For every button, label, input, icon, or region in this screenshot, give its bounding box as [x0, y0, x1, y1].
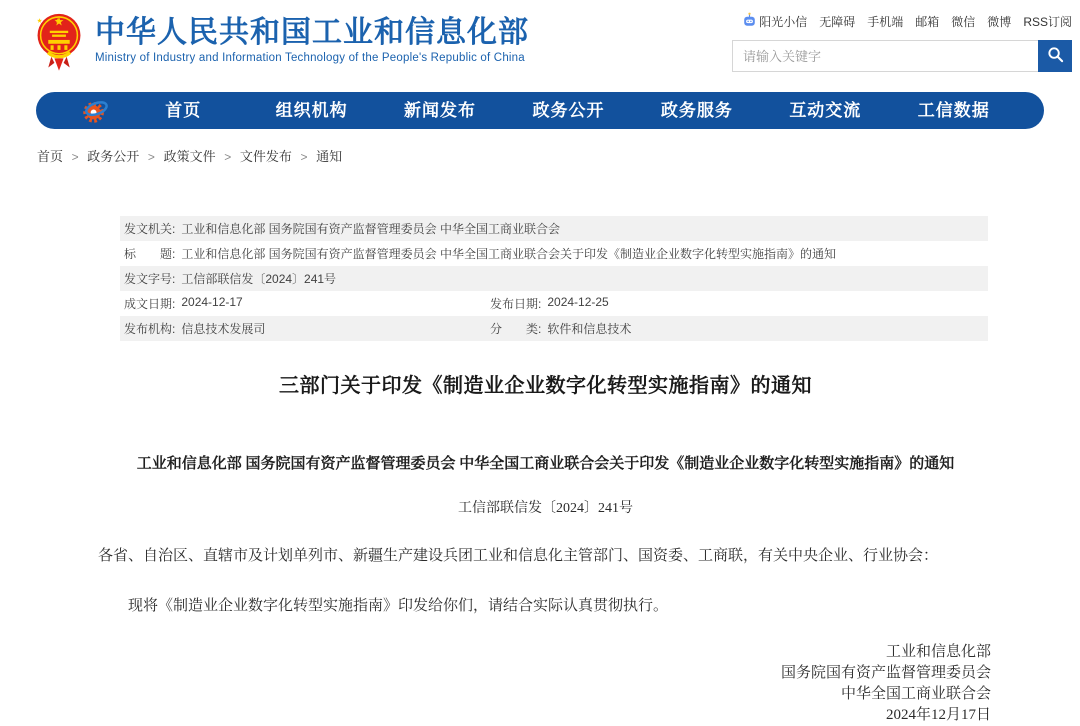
meta-row-publisher-category: [120, 316, 988, 341]
breadcrumb-document-release[interactable]: 文件发布: [239, 149, 292, 164]
meta-row-issuing-agency: [120, 216, 988, 241]
signature-line: 中华全国工商业联合会: [840, 686, 991, 702]
main-nav: [36, 92, 1044, 129]
nav-item-interaction[interactable]: 互动交流: [789, 101, 862, 120]
robot-icon: [743, 12, 756, 31]
breadcrumb-separator: >: [300, 150, 308, 164]
site-header: [0, 0, 1080, 92]
search-bar: [732, 40, 1072, 72]
signature-date: 2024年12月17日: [885, 707, 991, 723]
breadcrumb-policy-documents[interactable]: 政策文件: [163, 149, 216, 164]
meta-value: 工业和信息化部 国务院国有资产监督管理委员会 中华全国工商业联合会: [181, 222, 561, 236]
meta-value: 2024-12-17: [181, 295, 243, 309]
page-title: 三部门关于印发《制造业企业数字化转型实施指南》的通知: [279, 375, 812, 397]
quick-link-accessibility[interactable]: 无障碍: [819, 14, 856, 29]
signature-line: 国务院国有资产监督管理委员会: [780, 665, 991, 681]
meta-value: 工信部联信发〔2024〕241号: [181, 272, 337, 286]
meta-cell: [490, 295, 609, 312]
nav-item-gov-services[interactable]: 政务服务: [660, 101, 733, 120]
search-icon: [1047, 46, 1064, 66]
quick-link-weibo[interactable]: 微博: [987, 14, 1012, 29]
nav-item-miit-data[interactable]: 工信数据: [917, 101, 990, 120]
signature-block: [98, 642, 993, 726]
article-subtitle: 工业和信息化部 国务院国有资产监督管理委员会 中华全国工商业联合会关于印发《制造业企业数字化转型实施指南》的通知: [136, 456, 955, 472]
meta-row-dates: [120, 291, 988, 316]
meta-label: 发布机构:: [124, 322, 176, 336]
site-subtitle: Ministry of Industry and Information Technology of the People's Republic of China: [95, 52, 525, 64]
quick-link-mail[interactable]: 邮箱: [915, 14, 940, 29]
article-paragraph: 各省、自治区、直辖市及计划单列市、新疆生产建设兵团工业和信息化主管部门、国资委、工商联，有关中央企业、行业协会：: [98, 548, 939, 564]
meta-row-doc-number: [120, 266, 988, 291]
meta-cell: [124, 245, 836, 262]
meta-cell: [490, 320, 631, 337]
nav-item-news[interactable]: 新闻发布: [404, 101, 477, 120]
nav-item-organization[interactable]: 组织机构: [275, 101, 348, 120]
meta-value: 软件和信息技术: [547, 322, 632, 336]
breadcrumb-home[interactable]: 首页: [37, 149, 64, 164]
breadcrumb: [37, 146, 1080, 165]
meta-value: 信息技术发展司: [181, 322, 266, 336]
breadcrumb-separator: >: [71, 150, 79, 164]
quick-links: [743, 10, 1072, 32]
article-paragraph: 现将《制造业企业数字化转型实施指南》印发给你们，请结合实际认真贯彻执行。: [128, 597, 669, 614]
quick-link-label: 阳光小信: [759, 14, 808, 29]
signature-line: 工业和信息化部: [885, 644, 991, 660]
meta-cell: [124, 320, 490, 337]
national-emblem-icon: [36, 10, 82, 81]
meta-row-title: [120, 241, 988, 266]
meta-value: 工业和信息化部 国务院国有资产监督管理委员会 中华全国工商业联合会关于印发《制造业企业数字化转型实施指南》的通知: [181, 247, 837, 261]
meta-label: 发布日期:: [490, 297, 542, 311]
doc-number: 工信部联信发〔2024〕241号: [458, 501, 633, 516]
meta-cell: [124, 270, 336, 287]
meta-label: 发文字号:: [124, 272, 176, 286]
meta-cell: [124, 295, 490, 312]
quick-link-rss[interactable]: RSS订阅: [1023, 14, 1072, 29]
search-input[interactable]: [732, 40, 1038, 72]
meta-label: 发文机关:: [124, 222, 176, 236]
nav-item-home[interactable]: 首页: [165, 101, 202, 120]
site-brand: [36, 10, 529, 92]
meta-cell: [124, 220, 560, 237]
meta-value: 2024-12-25: [547, 295, 609, 309]
meta-label: 标 题:: [124, 247, 176, 261]
breadcrumb-separator: >: [224, 150, 232, 164]
document-meta-table: [120, 216, 988, 341]
breadcrumb-notice[interactable]: 通知: [316, 149, 343, 164]
meta-label: 分 类:: [490, 322, 542, 336]
breadcrumb-gov-disclosure[interactable]: 政务公开: [87, 149, 140, 164]
article: [0, 369, 1080, 726]
nav-item-gov-disclosure[interactable]: 政务公开: [532, 101, 605, 120]
miit-gear-e-logo-icon: [82, 97, 109, 124]
header-right: [727, 10, 1072, 92]
quick-link-chatbot[interactable]: [743, 12, 807, 31]
brand-text: [95, 10, 529, 64]
quick-link-mobile[interactable]: 手机端: [867, 14, 904, 29]
quick-link-wechat[interactable]: 微信: [951, 14, 976, 29]
site-title: 中华人民共和国工业和信息化部: [95, 16, 529, 49]
breadcrumb-separator: >: [147, 150, 155, 164]
search-button[interactable]: [1038, 40, 1072, 72]
meta-label: 成文日期:: [124, 297, 176, 311]
